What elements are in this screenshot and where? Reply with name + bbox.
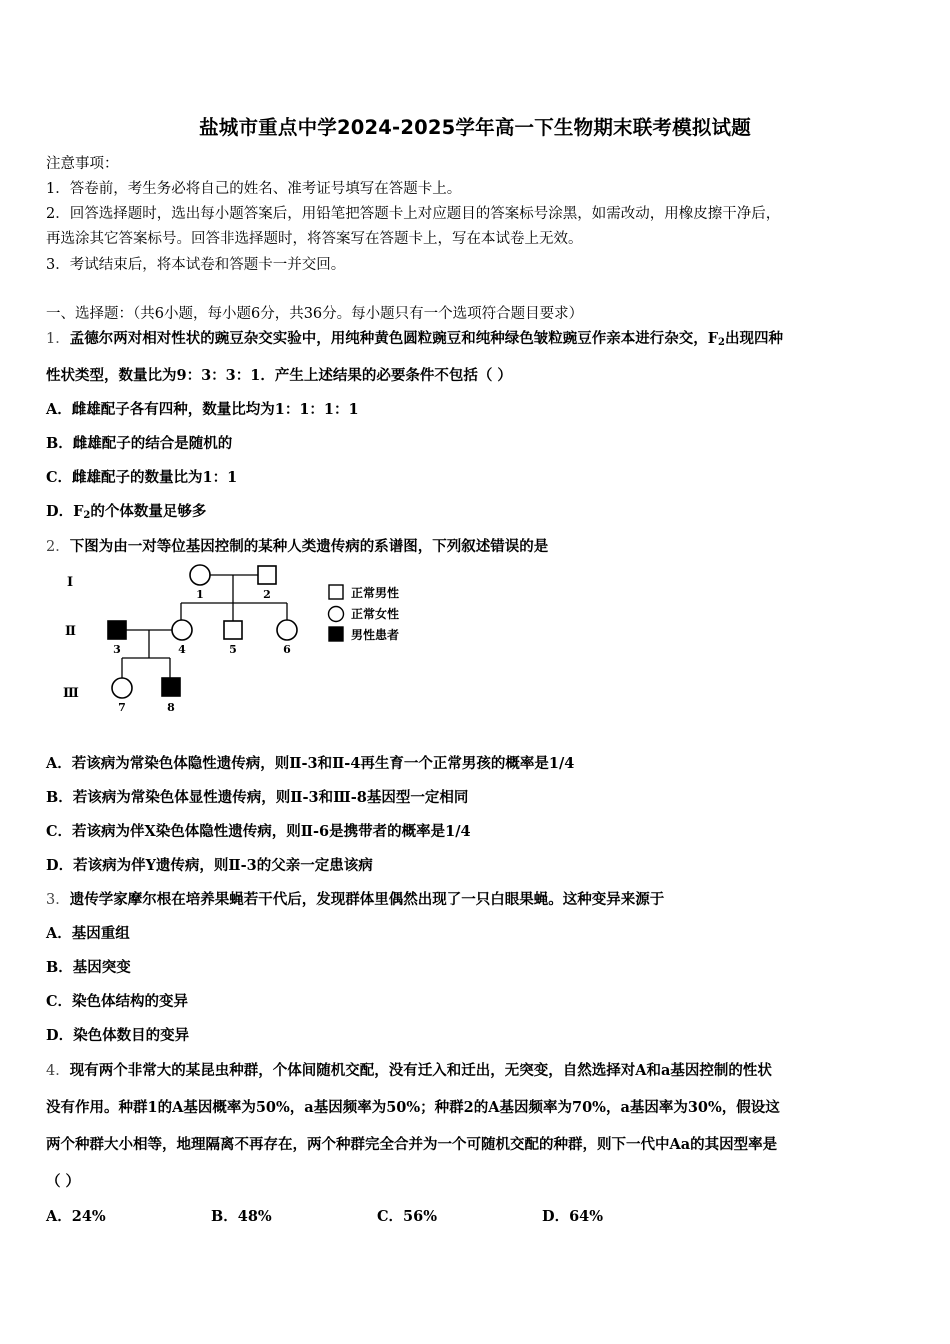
pedigree-II-3 xyxy=(108,621,126,639)
q2-stem: 2．下图为由一对等位基因控制的某种人类遗传病的系谱图，下列叙述错误的是 xyxy=(46,538,549,555)
q1-stem-line1: 1．孟德尔两对相对性状的豌豆杂交实验中，用纯种黄色圆粒豌豆和纯种绿色皱粒豌豆作亲本进行杂交，$F_2$出现四种 xyxy=(46,330,783,348)
q1-option-a: A．雌雄配子各有四种，数量比均为1：1：1：1 xyxy=(46,401,359,418)
legend-normal-female-symbol xyxy=(329,607,344,622)
pedigree-III-8 xyxy=(162,678,180,696)
q3-option-c: C．染色体结构的变异 xyxy=(46,993,189,1010)
page-title: 盐城市重点中学2024-2025学年高一下生物期末联考模拟试题 xyxy=(199,116,751,139)
q3-stem: 3．遗传学家摩尔根在培养果蝇若干代后，发现群体里偶然出现了一只白眼果蝇。这种变异来源于 xyxy=(46,891,665,908)
legend-affected-male-symbol xyxy=(329,627,343,641)
q3-number: 3． xyxy=(46,892,70,908)
q4-option-c: C．56% xyxy=(377,1208,437,1225)
q1-stem-line2: 性状类型，数量比为9：3：3：1．产生上述结果的必要条件不包括（ ） xyxy=(46,367,512,384)
pedigree-III-7 xyxy=(112,678,132,698)
pedigree-id-8: 8 xyxy=(167,701,175,714)
pedigree-id-2: 2 xyxy=(263,588,271,601)
pedigree-id-1: 1 xyxy=(196,588,204,601)
pedigree-I-2 xyxy=(258,566,276,584)
notice-item-1: 1．答卷前，考生务必将自己的姓名、准考证号填写在答题卡上。 xyxy=(46,181,462,197)
q3-option-a: A．基因重组 xyxy=(46,925,130,942)
q4-stem-line3: 两个种群大小相等，地理隔离不再存在，两个种群完全合并为一个可随机交配的种群，则下一代中Aa的其因型率是 xyxy=(46,1136,778,1153)
pedigree-id-5: 5 xyxy=(229,643,237,656)
q4-number: 4． xyxy=(46,1063,70,1079)
pedigree-id-7: 7 xyxy=(118,701,126,714)
notice-heading: 注意事项： xyxy=(46,156,119,172)
q1-option-d: D．$F_2$的个体数量足够多 xyxy=(46,503,207,521)
notice-item-2: 2．回答选择题时，选出每小题答案后，用铅笔把答题卡上对应题目的答案标号涂黑，如需改动，用橡皮擦干净后， xyxy=(46,206,781,222)
q4-stem-line1: 4．现有两个非常大的某昆虫种群，个体间随机交配，没有迁入和迁出，无突变，自然选择对A和a基因控制的性状 xyxy=(46,1062,772,1079)
pedigree-I-1 xyxy=(190,565,210,585)
pedigree-II-5 xyxy=(224,621,242,639)
q3-option-d: D．染色体数目的变异 xyxy=(46,1027,190,1044)
q1-option-c: C．雌雄配子的数量比为1：1 xyxy=(46,469,238,486)
q3-option-b: B．基因突变 xyxy=(46,959,131,976)
generation-label-I: Ⅰ xyxy=(67,575,74,590)
pedigree-chart xyxy=(55,558,435,718)
q4-option-b: B．48% xyxy=(211,1208,272,1225)
q2-number: 2． xyxy=(46,539,70,555)
q4-stem-line4: （ ） xyxy=(46,1173,81,1190)
generation-label-II: Ⅱ xyxy=(65,624,76,639)
legend-normal-male-symbol xyxy=(329,585,343,599)
q4-option-d: D．64% xyxy=(542,1208,604,1225)
legend-affected-male: 男性患者 xyxy=(351,628,400,642)
generation-label-III: Ⅲ xyxy=(63,686,79,701)
pedigree-id-4: 4 xyxy=(178,643,186,656)
q2-option-c: C．若该病为伴X染色体隐性遗传病，则Ⅱ-6是携带者的概率是1/4 xyxy=(46,823,471,840)
notice-item-3: 3．考试结束后，将本试卷和答题卡一并交回。 xyxy=(46,257,346,273)
q2-option-b: B．若该病为常染色体显性遗传病，则Ⅱ-3和Ⅲ-8基因型一定相同 xyxy=(46,789,469,806)
pedigree-id-3: 3 xyxy=(113,643,121,656)
pedigree-id-6: 6 xyxy=(283,643,291,656)
legend-normal-female: 正常女性 xyxy=(351,607,400,621)
q2-option-a: A．若该病为常染色体隐性遗传病，则Ⅱ-3和Ⅱ-4再生育一个正常男孩的概率是1/4 xyxy=(46,755,575,772)
legend-normal-male: 正常男性 xyxy=(351,586,400,600)
section-heading: 一、选择题：（共6小题，每小题6分，共36分。每小题只有一个选项符合题目要求） xyxy=(46,306,584,322)
notice-item-2-cont: 再选涂其它答案标号。回答非选择题时，将答案写在答题卡上，写在本试卷上无效。 xyxy=(46,231,583,247)
pedigree-II-6 xyxy=(277,620,297,640)
pedigree-II-4 xyxy=(172,620,192,640)
q4-stem-line2: 没有作用。种群1的A基因概率为50%，a基因频率为50%；种群2的A基因频率为70%，a基因率为30%，假设这 xyxy=(46,1099,780,1116)
q1-number: 1． xyxy=(46,331,70,347)
q4-option-a: A．24% xyxy=(46,1208,106,1225)
q1-option-b: B．雌雄配子的结合是随机的 xyxy=(46,435,233,452)
q2-option-d: D．若该病为伴Y遗传病，则Ⅱ-3的父亲一定患该病 xyxy=(46,857,373,874)
